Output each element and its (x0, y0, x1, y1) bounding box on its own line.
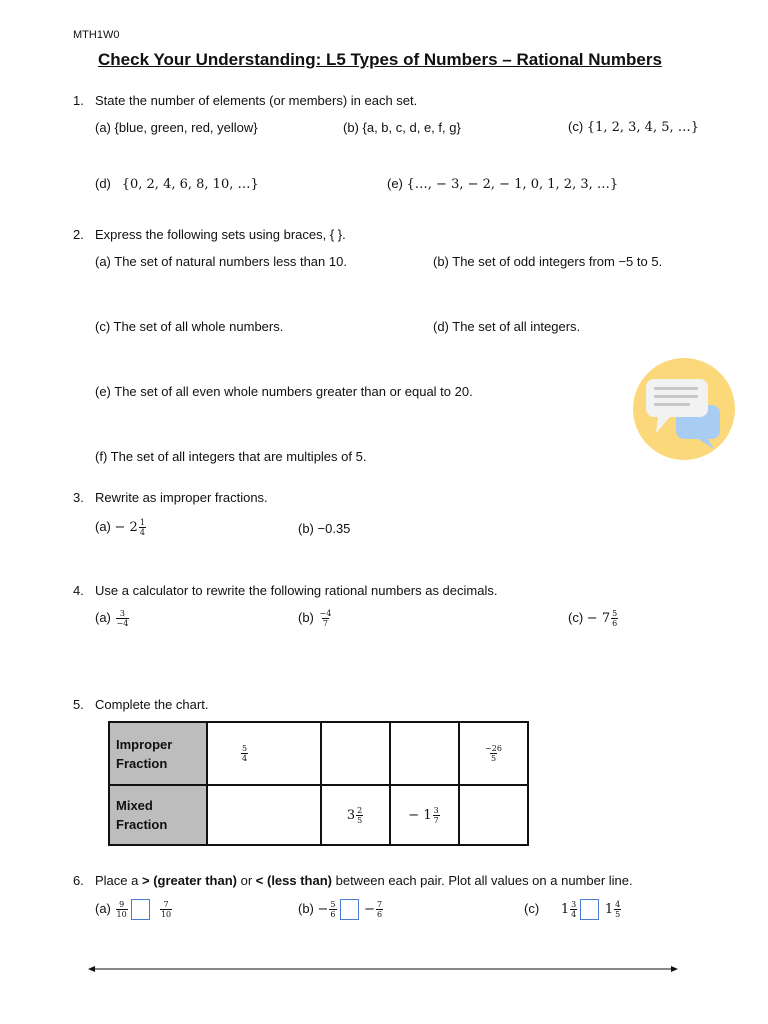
fraction-denominator: 4 (571, 910, 577, 919)
page-title: Check Your Understanding: L5 Types of Numbers – Rational Numbers (98, 50, 662, 69)
q6-c-fraction-1 (570, 900, 577, 919)
fraction-denominator: 4 (242, 754, 248, 763)
q6-prompt-gt: > (greater than) (141, 873, 237, 888)
q6-c-fraction-2 (614, 900, 621, 919)
q6-a (95, 899, 173, 920)
fraction-denominator: 4 (139, 528, 145, 537)
q1-e-text: {…, − 3, − 2, − 1, 0, 1, 2, 3, …} (406, 177, 619, 192)
q3-number: 3. (73, 490, 84, 505)
q4-b-fraction (319, 609, 333, 628)
fraction-numerator: 9 (119, 900, 125, 909)
table-cell[interactable] (459, 785, 528, 845)
row-header-line: Fraction (116, 755, 168, 771)
fraction-denominator: −4 (116, 619, 129, 628)
fraction-denominator: 5 (615, 910, 621, 919)
q6-prompt-post: between each pair. Plot all values on a number line. (332, 873, 633, 888)
q6-c-whole-2: 1 (604, 901, 614, 917)
q6-b (298, 899, 384, 920)
row-header-line: Improper (116, 736, 173, 752)
q1-c-label: (c) (568, 119, 584, 134)
fraction-numerator: 7 (377, 900, 383, 909)
table-cell[interactable] (390, 785, 459, 845)
q3-a (95, 518, 147, 537)
q1-number: 1. (73, 93, 84, 108)
fraction-denominator: 6 (330, 910, 336, 919)
answer-box[interactable] (580, 899, 599, 920)
q4-c (568, 609, 619, 628)
mixed-whole: 3 (346, 807, 356, 823)
fraction-chart (108, 721, 529, 846)
q6-b-sign-1: − (317, 901, 329, 917)
table-row (109, 722, 528, 785)
fraction-numerator: 3 (433, 805, 439, 815)
q3-a-whole: − 2 (114, 519, 138, 535)
q6-a-fraction-1 (116, 900, 128, 919)
q6-a-fraction-2 (160, 900, 172, 919)
q6-number: 6. (73, 873, 84, 888)
q3-a-label: (a) (95, 518, 111, 534)
q4-c-whole: − 7 (586, 610, 611, 626)
row-header-improper (109, 722, 207, 785)
q1-d-text: {0, 2, 4, 6, 8, 10, …} (121, 177, 259, 192)
answer-box[interactable] (340, 899, 359, 920)
fraction-denominator: 10 (116, 910, 127, 919)
q6-prompt-lt: < (less than) (255, 873, 332, 888)
q1-c-text: {1, 2, 3, 4, 5, …} (586, 120, 700, 135)
q1-d (95, 176, 259, 192)
q4-prompt: Use a calculator to rewrite the following rational numbers as decimals. (95, 583, 498, 598)
q3-prompt: Rewrite as improper fractions. (95, 490, 268, 505)
q4-number: 4. (73, 583, 84, 598)
q6-b-sign-2: − (364, 901, 376, 917)
q2-number: 2. (73, 227, 84, 242)
chat-bubble-icon (632, 357, 736, 461)
table-cell[interactable] (321, 785, 390, 845)
q1-a-text: {blue, green, red, yellow} (114, 120, 258, 135)
fraction-numerator: 5 (242, 744, 248, 753)
q3-b-label: (b) (298, 521, 314, 536)
fraction-numerator: 4 (615, 900, 621, 909)
q6-b-label: (b) (298, 900, 314, 916)
q2-prompt: Express the following sets using braces, { }. (95, 227, 346, 242)
q2-d: (d) The set of all integers. (433, 319, 581, 334)
fraction-denominator: 6 (377, 910, 383, 919)
row-header-line: Fraction (116, 817, 168, 832)
fraction-numerator: 5 (330, 900, 336, 909)
cell-fraction (356, 806, 363, 825)
q6-c (524, 899, 622, 920)
q6-prompt-pre: Place a (95, 873, 142, 888)
q2-b: (b) The set of odd integers from −5 to 5. (433, 254, 663, 269)
q4-c-fraction (611, 609, 618, 628)
table-cell[interactable] (459, 722, 528, 785)
q1-e (387, 176, 618, 192)
fraction-denominator: 6 (612, 619, 618, 628)
q6-b-fraction-1 (329, 900, 336, 919)
mixed-whole: − 1 (408, 807, 432, 823)
fraction-numerator: 7 (163, 900, 169, 909)
q1-prompt: State the number of elements (or members) in each set. (95, 93, 418, 108)
q2-f: (f) The set of all integers that are multiples of 5. (95, 449, 367, 464)
q2-e: (e) The set of all even whole numbers greater than or equal to 20. (95, 384, 473, 399)
q1-e-label: (e) (387, 176, 403, 191)
q4-a (95, 609, 130, 628)
fraction-denominator: 5 (490, 754, 497, 763)
q4-c-label: (c) (568, 609, 584, 625)
q1-b-text: {a, b, c, d, e, f, g} (362, 120, 461, 135)
q4-a-label: (a) (95, 609, 111, 625)
q3-a-fraction (139, 518, 146, 537)
q6-c-label: (c) (524, 900, 540, 916)
q2-c: (c) The set of all whole numbers. (95, 319, 284, 334)
q1-c (568, 119, 699, 135)
q1-a-label: (a) (95, 120, 111, 135)
q6-a-label: (a) (95, 900, 111, 916)
q2-a: (a) The set of natural numbers less than 10. (95, 254, 347, 269)
fraction-numerator: 3 (571, 900, 577, 909)
q4-b (298, 609, 333, 628)
fraction-numerator: 2 (357, 805, 363, 815)
fraction-denominator: 7 (322, 619, 328, 628)
fraction-numerator: −4 (319, 609, 332, 618)
q4-b-label: (b) (298, 609, 314, 625)
q3-b (298, 521, 350, 536)
q6-c-whole-1: 1 (560, 901, 570, 917)
cell-fraction (484, 744, 503, 763)
q1-a (95, 120, 258, 135)
q5-number: 5. (73, 697, 84, 712)
table-cell[interactable] (321, 722, 390, 785)
table-cell[interactable] (207, 722, 321, 785)
cell-fraction (433, 806, 440, 825)
q6-prompt-mid: or (236, 873, 256, 888)
answer-box[interactable] (131, 899, 150, 920)
row-header-mixed (109, 785, 207, 845)
cell-fraction (241, 744, 248, 763)
q1-b (343, 120, 461, 135)
fraction-denominator: 10 (160, 910, 172, 919)
fraction-denominator: 5 (357, 815, 363, 825)
q5-prompt: Complete the chart. (95, 697, 209, 712)
q1-d-label: (d) (95, 176, 111, 191)
q4-a-fraction (116, 609, 130, 628)
fraction-numerator: 1 (139, 518, 145, 527)
q1-b-label: (b) (343, 120, 359, 135)
fraction-denominator: 7 (433, 815, 439, 825)
q6-prompt (95, 873, 633, 888)
fraction-numerator: 5 (612, 609, 618, 618)
fraction-numerator: −26 (485, 744, 502, 753)
course-code: MTH1W0 (73, 29, 120, 41)
table-cell[interactable] (207, 785, 321, 845)
table-row (109, 785, 528, 845)
q3-b-text: −0.35 (317, 521, 351, 536)
number-line (88, 962, 678, 976)
table-cell[interactable] (390, 722, 459, 785)
row-header-line: Mixed (116, 798, 153, 813)
q6-b-fraction-2 (376, 900, 383, 919)
fraction-numerator: 3 (119, 609, 125, 618)
